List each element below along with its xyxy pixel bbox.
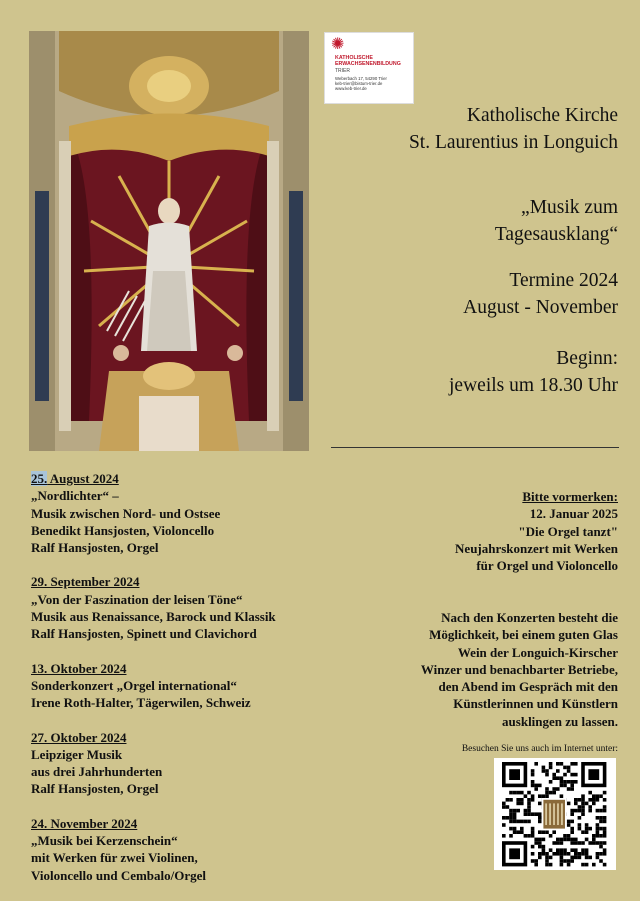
event-line: Ralf Hansjosten, Orgel [31, 540, 159, 556]
logo-org [335, 55, 411, 67]
reminder-title: "Die Orgel tanzt" [518, 523, 618, 539]
event-line: aus drei Jahrhunderten [31, 764, 163, 780]
event-line: Irene Roth-Halter, Tägerwilen, Schweiz [31, 695, 251, 711]
divider-line [331, 447, 619, 448]
series-line2: Tagesausklang“ [494, 224, 618, 245]
event-line: Sonderkonzert „Orgel international“ [31, 677, 237, 693]
logo-org-line2: ERWACHSENENBILDUNG [335, 61, 401, 67]
event-line: Ralf Hansjosten, Orgel [31, 781, 159, 797]
church-heading [409, 102, 618, 156]
after-line: ausklingen zu lassen. [502, 713, 618, 729]
after-line: Wein der Longuich-Kirscher [457, 644, 618, 660]
event-line: „Nordlichter“ – [31, 488, 119, 504]
event-line: mit Werken für zwei Violinen, [31, 850, 198, 866]
event-line: Musik aus Renaissance, Barock und Klassik [31, 609, 276, 625]
event-line: Musik zwischen Nord- und Ostsee [31, 505, 221, 521]
after-line: Winzer und benachbarter Betriebe, [420, 661, 618, 677]
series-line1: „Musik zum [521, 197, 618, 218]
reminder-label: Bitte vormerken: [522, 489, 618, 504]
event-date: 24. November 2024 [31, 815, 138, 831]
event-line: Benedikt Hansjosten, Violoncello [31, 522, 215, 538]
event-line: Violoncello und Cembalo/Orgel [31, 867, 207, 883]
sunburst-icon: ✺ [331, 36, 345, 53]
after-concert-note [421, 609, 618, 730]
event-item [31, 729, 331, 798]
event-line: „Musik bei Kerzenschein“ [31, 833, 178, 849]
reminder-note [455, 488, 618, 574]
dates-line1: Termine 2024 [509, 270, 618, 291]
keb-logo [324, 32, 414, 104]
event-date-highlight: 25. [31, 471, 48, 486]
start-line2: jeweils um 18.30 Uhr [449, 375, 618, 396]
logo-email: keb-trier@bistum-trier.de [335, 81, 383, 87]
altar-photo [29, 31, 309, 451]
event-date: 13. Oktober 2024 [31, 660, 127, 676]
event-date-rest: August 2024 [47, 471, 119, 486]
event-item [31, 470, 331, 556]
series-title [495, 194, 618, 248]
event-line: Leipziger Musik [31, 746, 123, 762]
qr-code-graphic [494, 758, 616, 870]
after-line: Möglichkeit, bei einem guten Glas [429, 627, 618, 643]
event-line: Ralf Hansjosten, Spinett und Clavichord [31, 626, 257, 642]
reminder-desc: für Orgel und Violoncello [476, 558, 618, 574]
logo-website: www.keb-trier.de [335, 86, 367, 92]
church-line1: Katholische Kirche [466, 105, 618, 126]
after-line: Künstlerinnen und Künstlern [453, 696, 618, 712]
dates-line2: August - November [463, 297, 618, 318]
reminder-date: 12. Januar 2025 [529, 506, 618, 522]
web-note: Besuchen Sie uns auch im Internet unter: [461, 744, 618, 754]
event-item [31, 573, 331, 642]
logo-address-line: Weberbach 17, 54290 Trier [335, 76, 387, 81]
dates-heading [463, 267, 618, 321]
reminder-desc: Neujahrskonzert mit Werken [455, 540, 618, 556]
event-item [31, 815, 331, 884]
after-line: Nach den Konzerten besteht die [441, 610, 618, 625]
logo-address [335, 76, 411, 92]
logo-org-line1: KATHOLISCHE [335, 55, 373, 61]
start-time-heading [449, 345, 618, 399]
after-line: den Abend im Gespräch mit den [438, 679, 618, 695]
event-date: 29. September 2024 [31, 574, 140, 590]
event-date: 27. Oktober 2024 [31, 729, 127, 745]
start-line1: Beginn: [556, 348, 618, 369]
logo-city: TRIER [335, 68, 350, 74]
event-line: „Von der Faszination der leisen Töne“ [31, 591, 243, 607]
event-date [31, 470, 331, 487]
qr-code[interactable] [494, 758, 616, 870]
event-list [31, 470, 331, 901]
church-line2: St. Laurentius in Longuich [408, 132, 618, 153]
altar-illustration [29, 31, 309, 451]
event-item [31, 660, 331, 712]
